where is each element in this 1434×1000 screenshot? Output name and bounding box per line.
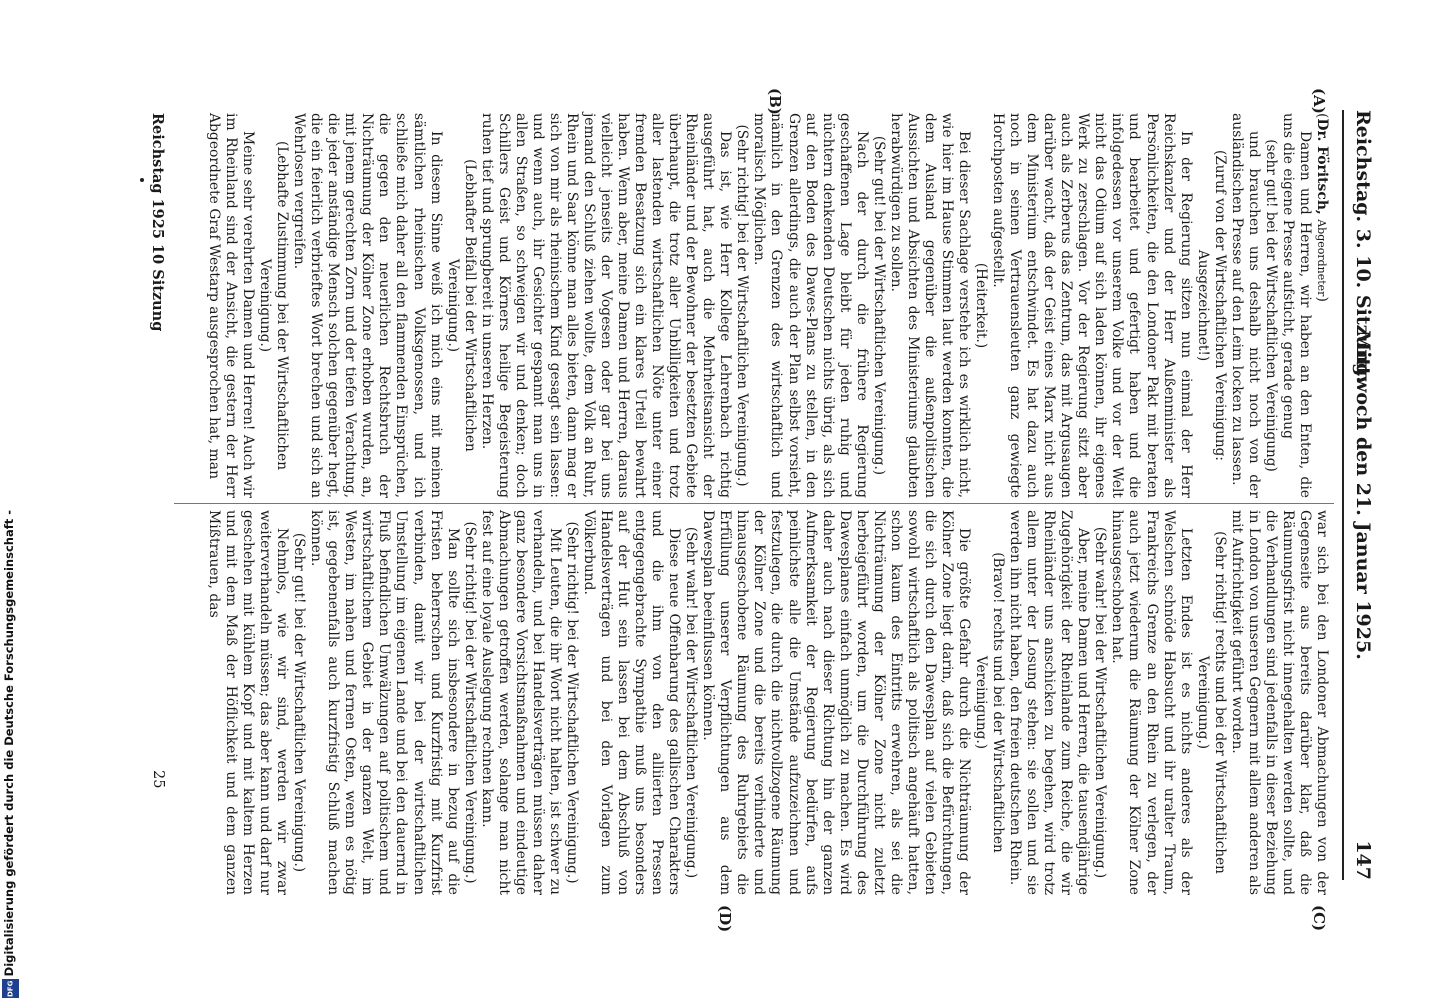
interjection: (Sehr gut! bei der Wirtschaftlichen Vereinigung.) xyxy=(870,135,887,476)
interjection: (Zuruf von der Wirtschaftlichen Vereinigung: Ausgezeichnet!) xyxy=(1194,150,1228,461)
paragraph: war sich bei den Londoner Abmachungen von der Gegenseite aus bereits darüber klar, daß die Räumungsfrist nicht innegehalten werden sollte, und die Verhandlungen sind jedenfalls in dieser Beziehung in London von unseren Gegnern mit allem anderen als mit Aufrichtigkeit geführt worden. xyxy=(1228,510,1330,895)
funding-text: Digitalisierung gefördert durch die Deutsche Forschungsgemeinschaft - xyxy=(2,509,16,976)
footer-dot xyxy=(140,178,144,182)
column-divider xyxy=(174,503,1334,504)
header-date: Mittwoch den 21. Januar 1925. xyxy=(1352,330,1374,660)
paragraph: Die größte Gefahr durch die Nichträumung der Kölner Zone liegt darin, daß sich die Befürchtungen, die sich durch den Dawesplan auf vielen Gebieten sowohl wirtschaftlich als politisch angehäuft hatten, schon kaum des Eintritts erwehren, als sei die Nichträumung der Kölner Zone nicht zuletzt herbeigeführt worden, um die Durchführung des Dawesplanes einfach unmöglich zu machen. Es wird daher auch nach dieser Richtung hin der ganzen Aufmerksamkeit der Regierung bedürfen, aufs peinlichste alle die Umstände aufzuzeichnen und festzulegen, die durch die nichtvollzogene Räumung der Kölner Zone und die bereits verhinderte und hinausgeschobene Räumung des Ruhrgebiets die Erfüllung unserer Verpflichtungen aus dem Dawesplan beeinflussen können. xyxy=(700,510,973,895)
interjection: (Heiterkeit.) xyxy=(973,262,990,349)
header-session: Reichstag. 3. 10. Sitzung. xyxy=(1352,110,1374,383)
right-column xyxy=(205,510,1330,895)
interjection: (Sehr wahr! bei der Wirtschaftlichen Vereinigung.) xyxy=(1092,526,1109,879)
paragraph: Mit Leuten, die ihr Wort nicht halten, ist schwer zu verhandeln, und bei Handelsverträgen müssen daher ganz besondere Vorsichtsmaßnahmen und eindeutige Abmachungen getroffen werden, solange man nicht fest auf eine loyale Auslegung rechnen kann. xyxy=(478,510,563,895)
interjection: (Lebhafte Zustimmung bei der Wirtschaftlichen Vereinigung.) xyxy=(257,141,291,470)
page-header xyxy=(1342,110,1376,880)
paragraph: Letzten Endes ist es nichts anderes als der Welschen schnöde Habsucht und ihr uralter Traum, Frankreichs Grenze an den Rhein zu verlegen, der auch jetzt wiederum die Räumung der Kölner Zone hinausgeschoben hat. xyxy=(1109,510,1194,895)
paragraph: Nehmlos, wie wir sind, werden wir zwar weiterverhandeln müssen; das aber kann und darf nur geschehen mit kühlem Kopf und mit kaltem Herzen und mit dem Maß der Höflichkeit und dem ganzen Mißtrauen, das xyxy=(205,510,291,895)
paragraph: In diesem Sinne weiß ich mich eins mit meinen sämtlichen rheinischen Volksgenossen, und ich schließe mich daher all den flammenden Einsprüchen, die gegen den neuerlichen Rechtsbruch der Nichträumung der Kölner Zone erhoben wurden, an, mit jenem gerechten Zorn und der tiefen Verachtung, die jeder anständige Mensch solchen gegenüber hegt, die ein feierlich verbrieftes Wort brechen und sich an Wehrlosen vergreifen. xyxy=(291,113,444,498)
interjection: (Lebhafter Beifall bei der Wirtschaftlichen Vereinigung.) xyxy=(444,159,478,452)
paragraph: Bei dieser Sachlage verstehe ich es wirklich nicht, wie hier im Hause Stimmen laut werden konnten, die dem Ausland gegenüber die außenpolitischen Aussichten und Absichten des Ministeriums glaubten herabwürdigen zu sollen. xyxy=(887,113,973,498)
paragraph: Damen und Herren, wir haben an den Enten, die uns die eigene Presse aufsticht, gerade genug xyxy=(1279,113,1313,498)
paragraph: Nach der durch die frühere Regierung geschaffenen Lage bleibt für jeden ruhig und nüchtern denkenden Deutschen nichts übrig, als sich auf den Boden des Dawes-Plans zu stellen, in den Grenzen allerdings, die auch der Plan selbst vorsieht, nämlich in den Grenzen des wirtschaftlich und moralisch Möglichen. xyxy=(751,113,870,498)
paragraph: Meine sehr verehrten Damen und Herren! Auch wir im Rheinland sind der Ansicht, die gestern der Herr Abgeordnete Graf Westarp ausgesprochen hat, man xyxy=(205,113,257,498)
footer-session: Reichstag 1925 10 Sitzung xyxy=(149,113,166,332)
interjection: (Sehr richtig! bei der Wirtschaftlichen Vereinigung.) xyxy=(461,521,478,884)
paragraph: und brauchen uns deshalb nicht noch von der ausländischen Presse auf den Leim locken zu lassen. xyxy=(1228,113,1262,498)
margin-letter-c: (C) xyxy=(1310,905,1328,932)
interjection: (Sehr richtig! bei der Wirtschaftlichen Vereinigung.) xyxy=(734,124,751,487)
interjection: (sehr gut! bei der Wirtschaftlichen Vereinigung) xyxy=(1262,139,1279,472)
margin-letter-b: (B) xyxy=(766,88,784,115)
speaker-line: (Dr. Föritsch, Abgeordneter) xyxy=(1314,113,1330,302)
paragraph: Man sollte sich insbesondere in bezug auf die Fristen beherrschen und Kurzfristig mit Kurzfrist verbinden, damit wir bei der wirtschaftlichen Umstellung im eigenen Lande und bei den dauernd in Fluß befindlichen Umwälzungen auf politischem und wirtschaftlichem Gebiet in der ganzen Welt, im Westen, im nahen und fernen Osten, wenn es nötig ist, gegebenenfalls auch kurzfristig Schluß machen können. xyxy=(308,510,461,895)
footer-signature-number: 25 xyxy=(150,770,166,789)
interjection: (Sehr richtig! rechts und bei der Wirtschaftlichen Vereinigung.) xyxy=(1194,531,1228,874)
interjection: (Sehr gut! bei der Wirtschaftlichen Vereinigung.) xyxy=(291,532,308,873)
margin-letter-a: (A) xyxy=(1310,88,1328,114)
paragraph: Das ist, wie Herr Kollege Lehrenbach richtig ausgeführt hat, auch die Mehrheitsansicht der Rheinländer und der Bewohner der besetzten Gebiete überhaupt, die trotz aller Unbilligkeiten und trotz aller lastenden wirtschaftlichen Nöte unter einer fremden Besatzung sich ein klares Urteil bewahrt haben. Wenn aber, meine Damen und Herren, daraus vielleicht jenseits der Vogesen oder gar bei uns jemand den Schluß ziehen wollte, dem Volk an Ruhr, Rhein und Saar könne man alles bieten, dann mag er sich von mir als rheinischem Kind gesagt sein lassen: und wenn auch, ihr Gesichter gespannt man uns in allen Straßen, so schweigen wir und denken; doch Schillers Geist und Körners heilige Begeisterung ruhen tief und sprungbereit in unseren Herzen. xyxy=(478,113,734,498)
funding-note xyxy=(0,509,22,1000)
dfg-logo: DFG xyxy=(2,979,19,998)
speaker-role: Abgeordneter xyxy=(1315,219,1328,297)
interjection: (Bravo! rechts und bei der Wirtschaftlichen Vereinigung.) xyxy=(973,552,1007,853)
paragraph: Diese neue Offenbarung des gallischen Charakters und die ihm von den alliierten Pressen entgegengebrachte Sympathie muß uns besonders auf der Hut sein lassen bei dem Abschluß von Handelsverträgen und bei den Vorlagen zum Völkerbund. xyxy=(580,510,683,895)
paragraph: In der Regierung sitzen nun einmal der Herr Reichskanzler und der Herr Außenminister als Persönlichkeiten, die den Londoner Pakt mit beraten und bearbeitet und gefertigt haben und die infolgedessen vor unserem Volke und vor der Welt nicht das Odium auf sich laden können, ihr eigenes Werk zu zerschlagen. Vor der Regierung sitzt aber auch als Zerberus das Zentrum, das mit Argusaugen darüber wacht, daß der Geist eines Marx nicht aus dem Ministerium entschwindet. Es hat dazu auch noch in seinen Vertrauensleuten ganz gewiegte Horchposten aufgestellt. xyxy=(990,113,1194,498)
speaker-name: Dr. Föritsch, xyxy=(1314,118,1330,215)
margin-letter-d: (D) xyxy=(716,905,734,933)
page-number: 147 xyxy=(1352,840,1374,880)
interjection: (Sehr wahr! bei der Wirtschaftlichen Vereinigung.) xyxy=(683,526,700,879)
left-column xyxy=(205,113,1330,498)
interjection: (Sehr richtig! bei der Wirtschaftlichen Vereinigung.) xyxy=(563,521,580,884)
paragraph: Aber, meine Damen und Herren, die tausendjährige Zugehörigkeit der Rheinlande zum Reiche, die wir Rheinländer uns anschicken zu begehen, wird trotz allem unter der Losung stehen: sie sollen und sie werden ihn nicht haben, den freien deutschen Rhein. xyxy=(1007,510,1092,895)
